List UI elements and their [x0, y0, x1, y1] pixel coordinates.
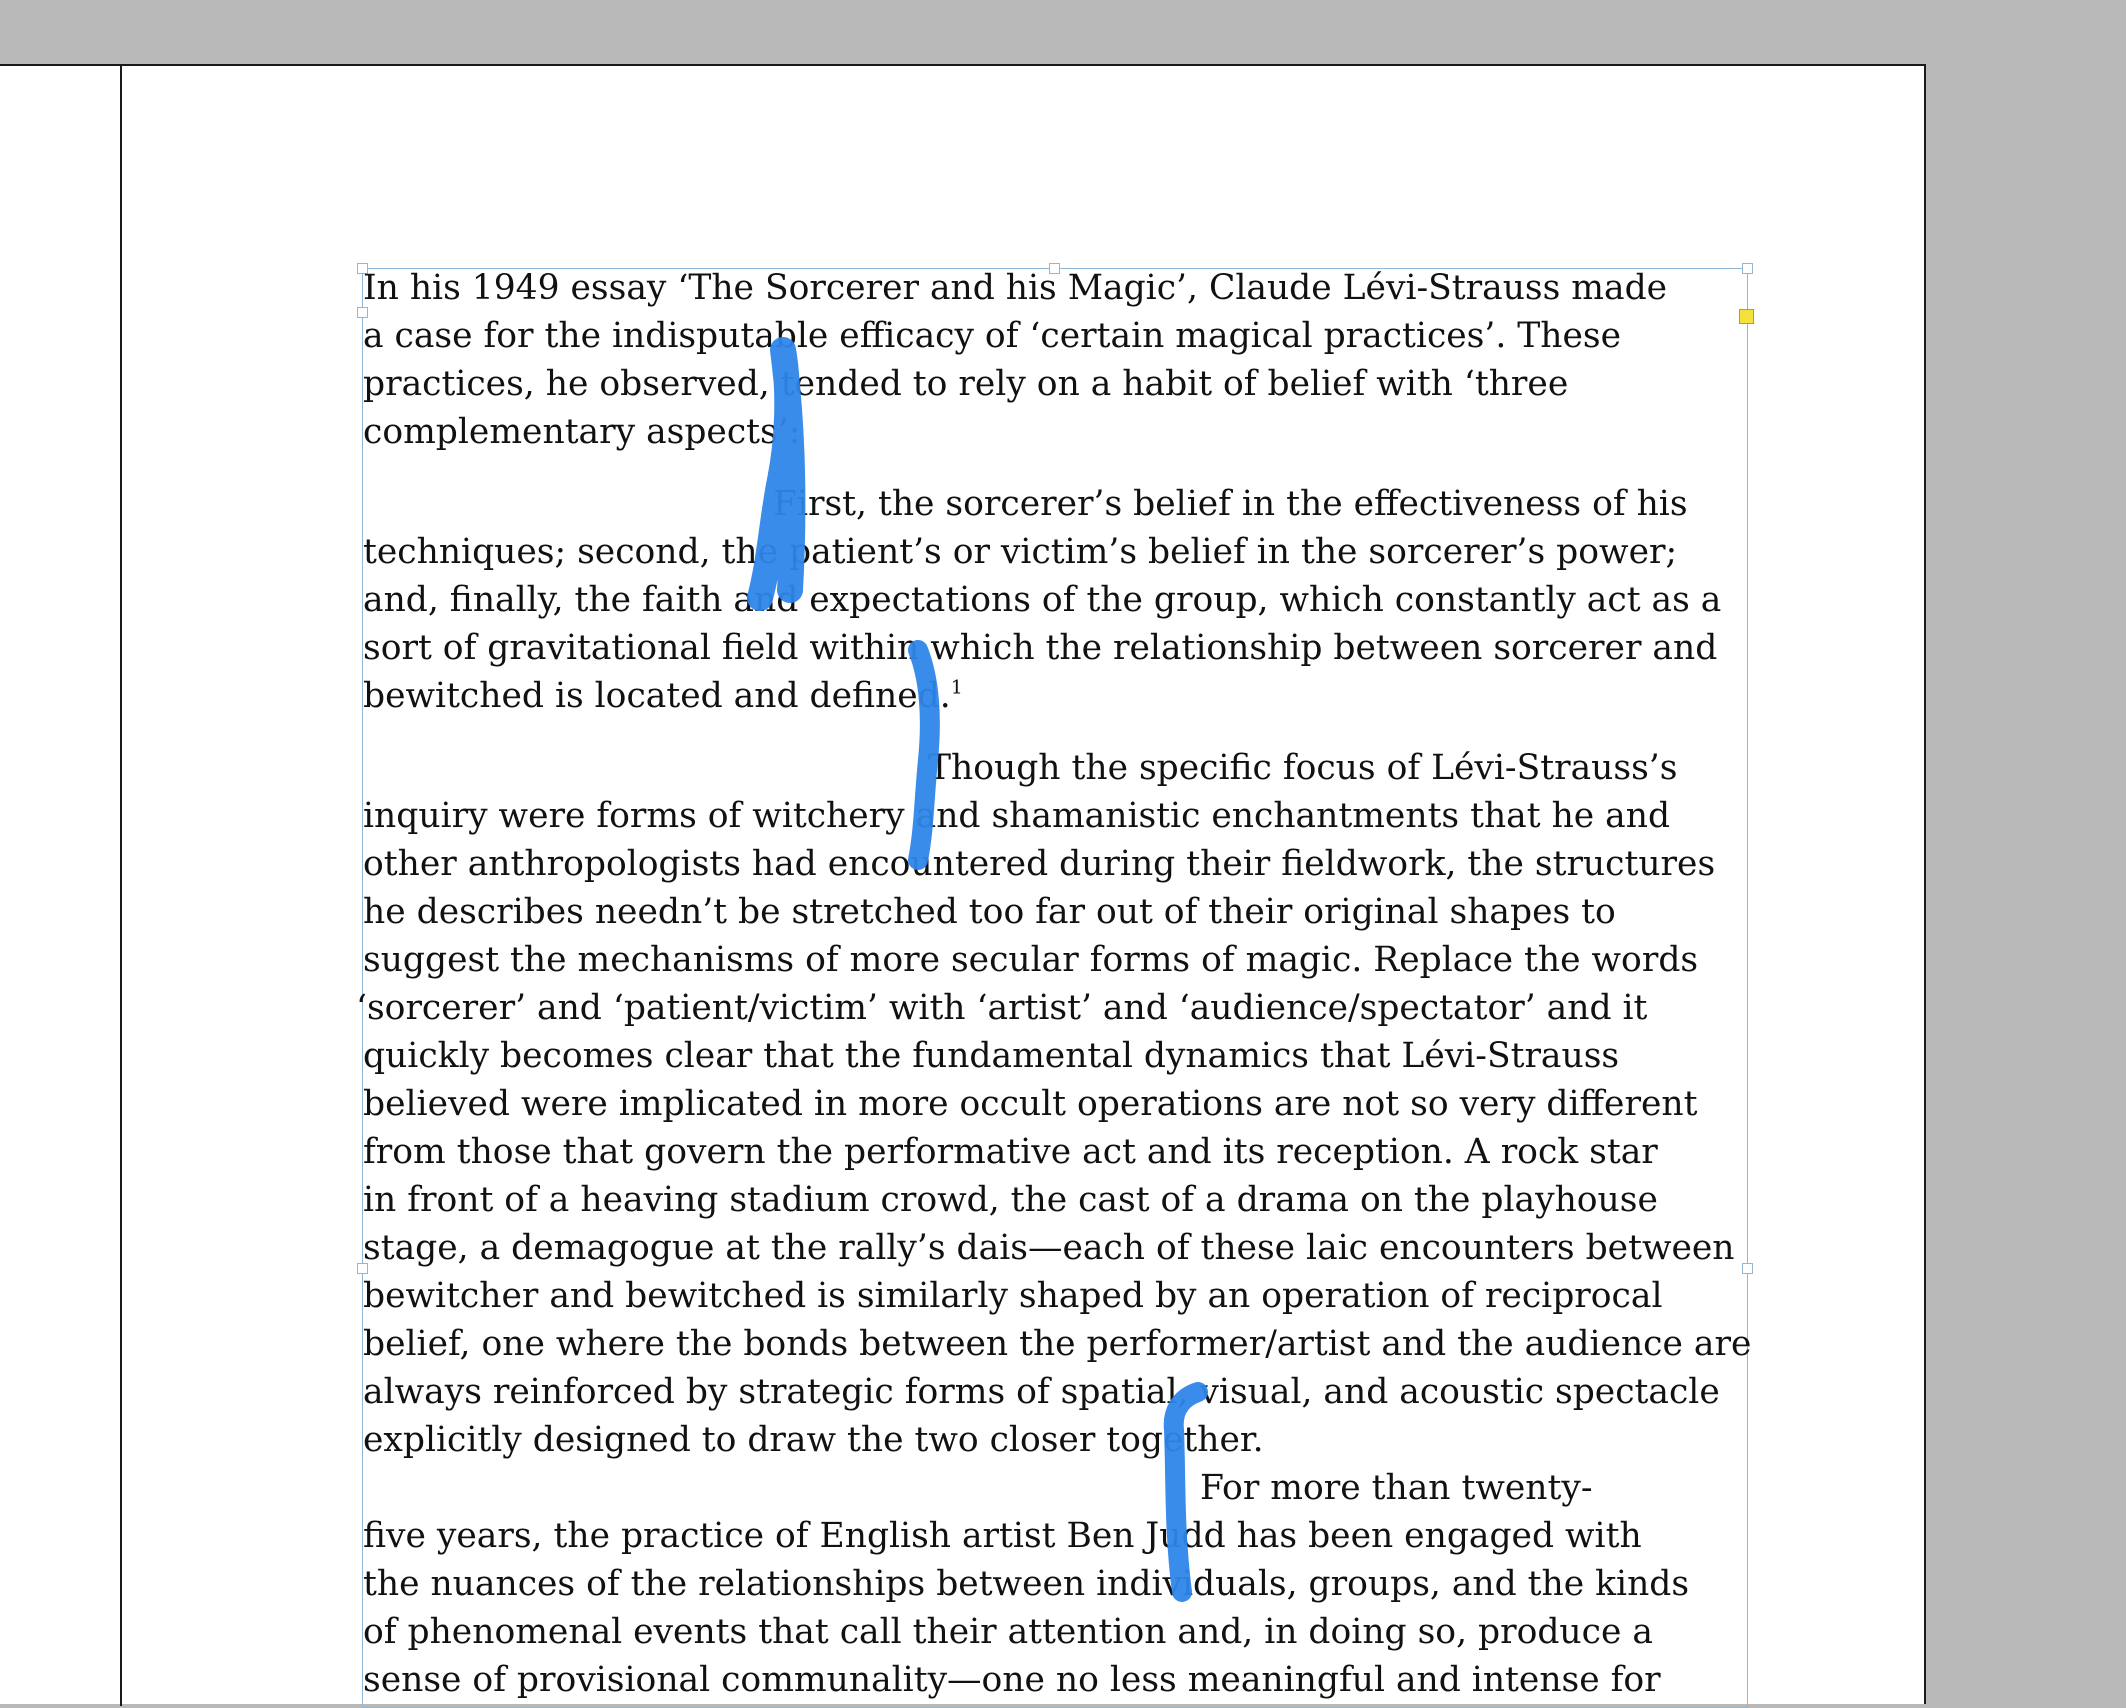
text-line[interactable]: of phenomenal events that call their attention and, in doing so, produce a: [363, 1612, 1653, 1652]
text-line[interactable]: belief, one where the bonds between the performer/artist and the audience are: [363, 1324, 1752, 1364]
text-line[interactable]: and, finally, the faith and expectations of the group, which constantly act as a: [363, 580, 1722, 620]
text-line[interactable]: complementary aspects’:: [363, 412, 801, 452]
text-line-content: bewitched is located and defined.: [363, 676, 951, 716]
text-line[interactable]: sense of provisional communality—one no less meaningful and intense for: [363, 1660, 1661, 1700]
text-line[interactable]: always reinforced by strategic forms of spatial, visual, and acoustic spectacle: [363, 1372, 1720, 1412]
text-line[interactable]: practices, he observed, tended to rely on a habit of belief with ‘three: [363, 364, 1569, 404]
text-line[interactable]: inquiry were forms of witchery and shamanistic enchantments that he and: [363, 796, 1671, 836]
text-line[interactable]: [363, 672, 963, 720]
text-line[interactable]: In his 1949 essay ‘The Sorcerer and his Magic’, Claude Lévi-Strauss made: [363, 268, 1668, 308]
text-line[interactable]: other anthropologists had encountered during their fieldwork, the structures: [363, 844, 1716, 884]
text-line[interactable]: Though the specific focus of Lévi-Strauss’s: [928, 748, 1678, 788]
text-line[interactable]: a case for the indisputable efficacy of ‘certain magical practices’. These: [363, 316, 1622, 356]
text-line[interactable]: believed were implicated in more occult operations are not so very different: [363, 1084, 1698, 1124]
footnote-marker[interactable]: 1: [950, 676, 963, 699]
text-line[interactable]: ‘sorcerer’ and ‘patient/victim’ with ‘artist’ and ‘audience/spectator’ and it: [356, 988, 1648, 1028]
text-line[interactable]: For more than twenty-: [1200, 1468, 1593, 1508]
text-frame-outport-icon[interactable]: [1739, 309, 1754, 324]
text-line[interactable]: First, the sorcerer’s belief in the effectiveness of his: [773, 484, 1688, 524]
frame-handle-top-right[interactable]: [1742, 263, 1753, 274]
text-line[interactable]: the nuances of the relationships between individuals, groups, and the kinds: [363, 1564, 1690, 1604]
text-line[interactable]: he describes needn’t be stretched too far out of their original shapes to: [363, 892, 1616, 932]
text-line[interactable]: five years, the practice of English artist Ben Judd has been engaged with: [363, 1516, 1642, 1556]
text-line[interactable]: sort of gravitational field within which the relationship between sorcerer and: [363, 628, 1718, 668]
text-line[interactable]: suggest the mechanisms of more secular forms of magic. Replace the words: [363, 940, 1699, 980]
frame-handle-middle-right[interactable]: [1742, 1263, 1753, 1274]
page-margin-guide: [120, 66, 122, 1706]
text-line[interactable]: quickly becomes clear that the fundamental dynamics that Lévi-Strauss: [363, 1036, 1620, 1076]
text-line[interactable]: bewitcher and bewitched is similarly shaped by an operation of reciprocal: [363, 1276, 1663, 1316]
text-line[interactable]: in front of a heaving stadium crowd, the cast of a drama on the playhouse: [363, 1180, 1658, 1220]
text-line[interactable]: techniques; second, the patient’s or victim’s belief in the sorcerer’s power;: [363, 532, 1678, 572]
text-line[interactable]: explicitly designed to draw the two closer together.: [363, 1420, 1264, 1460]
text-line[interactable]: stage, a demagogue at the rally’s dais—each of these laic encounters between: [363, 1228, 1735, 1268]
text-line[interactable]: from those that govern the performative act and its reception. A rock star: [363, 1132, 1658, 1172]
